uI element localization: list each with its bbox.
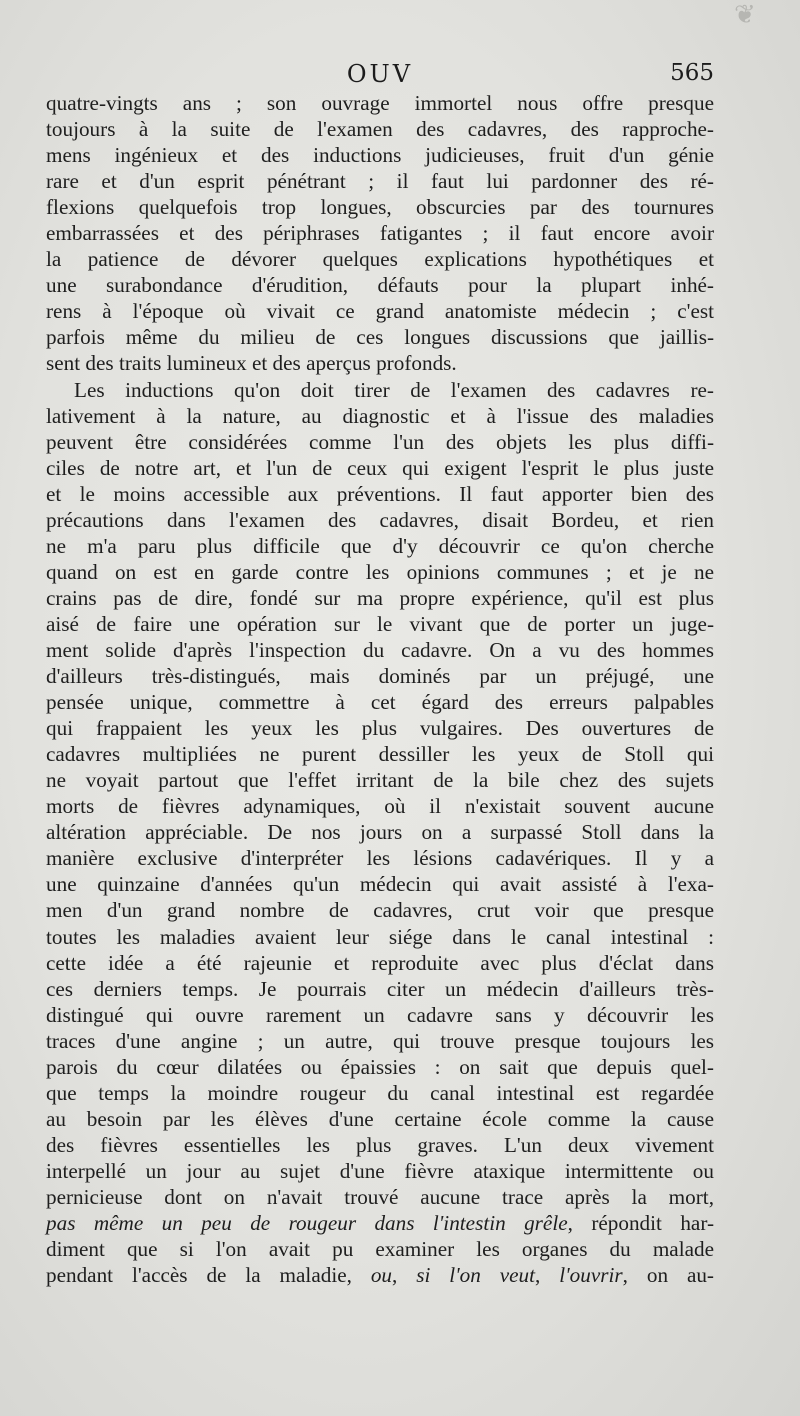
text-line: ciles de notre art, et l'un de ceux qui exigent l'esprit le plus juste — [46, 455, 714, 480]
text-line: distingué qui ouvre rarement un cadavre sans y découvrir les — [46, 1002, 714, 1027]
text-line: cadavres multipliées ne purent dessiller les yeux de Stoll qui — [46, 742, 714, 767]
text-line: diment que si l'on avait pu examiner les organes du malade — [46, 1237, 714, 1262]
text-line: précautions dans l'examen des cadavres, disait Bordeu, et rien — [46, 507, 714, 532]
text-line: la patience de dévorer quelques explications hypothétiques et — [46, 247, 714, 272]
text-line: mens ingénieux et des inductions judicieuses, fruit d'un génie — [46, 143, 714, 168]
text-line: toutes les maladies avaient leur siége dans le canal intestinal : — [46, 924, 714, 949]
page-header — [46, 60, 714, 94]
text-line: quatre-vingts ans ; son ouvrage immortel nous offre presque — [46, 91, 714, 115]
text-line: une surabondance d'érudition, défauts pour la plupart inhé- — [46, 273, 714, 298]
text-line: quand on est en garde contre les opinions communes ; et je ne — [46, 559, 714, 584]
text-segment: pendant l'accès de la maladie, — [46, 1263, 371, 1288]
text-line: ces derniers temps. Je pourrais citer un médecin d'ailleurs très- — [46, 976, 714, 1001]
text-line: parois du cœur dilatées ou épaissies : on sait que depuis quel- — [46, 1054, 714, 1079]
text-line: une quinzaine d'années qu'un médecin qui avait assisté à l'exa- — [46, 872, 714, 897]
text-line: d'ailleurs très-distingués, mais dominés par un préjugé, une — [46, 664, 714, 689]
text-line: aisé de faire une opération sur le vivant que de porter un juge- — [46, 611, 714, 636]
text-line: rens à l'époque où vivait ce grand anatomiste médecin ; c'est — [46, 299, 714, 324]
text-segment: , — [535, 1263, 560, 1288]
text-line: toujours à la suite de l'examen des cadavres, des rapproche- — [46, 117, 714, 142]
text-line: interpellé un jour au sujet d'une fièvre ataxique intermittente ou — [46, 1158, 714, 1183]
text-line: au besoin par les élèves d'une certaine école comme la cause — [46, 1106, 714, 1131]
body-text — [46, 90, 714, 1288]
text-line: embarrassées et des périphrases fatigantes ; il faut encore avoir — [46, 221, 714, 246]
italic-text: pas même un peu de rougeur dans l'intestin grêle — [46, 1211, 568, 1236]
italic-text: l'ouvrir — [559, 1263, 623, 1288]
text-line: et le moins accessible aux préventions. Il faut apporter bien des — [46, 481, 714, 506]
text-line: men d'un grand nombre de cadavres, crut voir que presque — [46, 898, 714, 923]
text-line: flexions quelquefois trop longues, obscurcies par des tournures — [46, 195, 714, 220]
text-line: ne m'a paru plus difficile que d'y découvrir ce qu'on cherche — [46, 533, 714, 558]
text-line: crains pas de dire, fondé sur ma propre expérience, qu'il est plus — [46, 585, 714, 610]
text-line: traces d'une angine ; un autre, qui trouve presque toujours les — [46, 1028, 714, 1053]
text-line: parfois même du milieu de ces longues discussions que jaillis- — [46, 325, 714, 350]
text-line: que temps la moindre rougeur du canal intestinal est regardée — [46, 1080, 714, 1105]
italic-text: si l'on veut — [416, 1263, 536, 1288]
italic-text: ou — [370, 1263, 392, 1288]
page-number: 565 — [670, 60, 714, 86]
text-line: pensée unique, commettre à cet égard des erreurs palpables — [46, 690, 714, 715]
text-line: pernicieuse dont on n'avait trouvé aucune trace après la mort, — [46, 1184, 714, 1209]
text-segment: , on au- — [622, 1263, 714, 1288]
text-line — [46, 1262, 714, 1288]
text-line: peuvent être considérées comme l'un des objets les plus diffi- — [46, 429, 714, 454]
text-line: morts de fièvres adynamiques, où il n'existait souvent aucune — [46, 794, 714, 819]
text-line: altération appréciable. De nos jours on a surpassé Stoll dans la — [46, 820, 714, 845]
text-line — [46, 1210, 714, 1236]
text-line: rare et d'un esprit pénétrant ; il faut lui pardonner des ré- — [46, 169, 714, 194]
corner-blemish-icon: ❦ — [734, 0, 756, 30]
text-line: Les inductions qu'on doit tirer de l'examen des cadavres re- — [74, 377, 714, 402]
text-line: cette idée a été rajeunie et reproduite avec plus d'éclat dans — [46, 950, 714, 975]
text-line: lativement à la nature, au diagnostic et à l'issue des maladies — [46, 403, 714, 428]
text-line: ne voyait partout que l'effet irritant de la bile chez des sujets — [46, 768, 714, 793]
text-segment: , — [392, 1263, 417, 1288]
running-head: OUV — [346, 60, 414, 88]
text-line: ment solide d'après l'inspection du cadavre. On a vu des hommes — [46, 637, 714, 662]
text-line: sent des traits lumineux et des aperçus profonds. — [46, 351, 457, 376]
text-line: manière exclusive d'interpréter les lésions cadavériques. Il y a — [46, 846, 714, 871]
text-line: qui frappaient les yeux les plus vulgaires. Des ouvertures de — [46, 716, 714, 741]
text-line: des fièvres essentielles les plus graves. L'un deux vivement — [46, 1132, 714, 1157]
text-segment: , répondit har- — [567, 1211, 715, 1236]
